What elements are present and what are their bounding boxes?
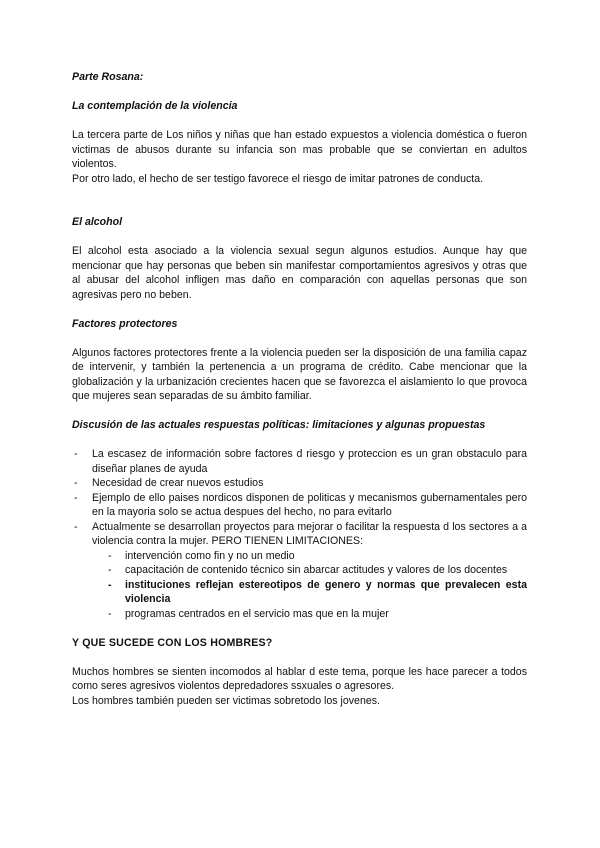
section-heading-discusion: Discusión de las actuales respuestas políticas: limitaciones y algunas propuestas [72,419,486,431]
sublist-item: - programas centrados en el servicio mas que en la mujer [125,607,527,622]
section-heading-contemplacion: La contemplación de la violencia [72,100,238,112]
limitaciones-sublist [72,549,527,622]
paragraph-factores: Algunos factores protectores frente a la violencia pueden ser la disposición de una familia capaz de intervenir, y también la pertenencia a un programa de crédito. Cabe mencionar que la globalización y la urbanización crecientes hacen que se favorezca el aislamiento lo que provoca que mujeres sean separadas de su ámbito familiar. [72,346,527,402]
paragraph-alcohol: El alcohol esta asociado a la violencia sexual segun algunos estudios. Aunque hay que mencionar que hay personas que beben sin manifestar comportamientos agresivos y otras que al abusar del alcohol infligen mas daño en comparación con aquellas personas que son agresivas pero no beben. [72,245,527,301]
section-heading-alcohol: El alcohol [72,216,123,228]
section-heading-hombres: Y QUE SUCEDE CON LOS HOMBRES? [72,636,273,649]
paragraph-hombres-1: Muchos hombres se sienten incomodos al hablar d este tema, porque les hace parecer a todos como seres agresivos violentos depredadores ssxuales o agresores. [72,665,527,692]
paragraph-hombres-2: Los hombres también pueden ser victimas sobretodo los jovenes. [72,694,380,707]
part-title: Parte Rosana: [72,71,144,83]
list-item: - La escasez de información sobre factores d riesgo y proteccion es un gran obstaculo para diseñar planes de ayuda [92,447,527,476]
section-heading-factores: Factores protectores [72,317,178,330]
sublist-item-bold: - instituciones reflejan estereotipos de genero y normas que prevalecen esta violencia [125,578,527,607]
discusion-list [72,447,527,549]
paragraph-contemplacion-1: La tercera parte de Los niños y niñas que han estado expuestos a violencia doméstica o fueron victimas de abusos durante su infancia son mas probable que se conviertan en adultos violentos. [72,129,527,170]
document-body [72,70,527,708]
paragraph-contemplacion-2: Por otro lado, el hecho de ser testigo favorece el riesgo de imitar patrones de conducta. [72,172,484,185]
sublist-item: - intervención como fin y no un medio [125,549,527,564]
list-item: - Ejemplo de ello paises nordicos disponen de politicas y mecanismos gubernamentales pero en la mayoria solo se actua despues del hecho, no para evitarlo [92,491,527,520]
sublist-item: - capacitación de contenido técnico sin abarcar actitudes y valores de los docentes [125,563,527,578]
list-item: - Actualmente se desarrollan proyectos para mejorar o facilitar la respuesta d los sectores a a violencia contra la mujer. PERO TIENEN LIMITACIONES: [92,520,527,549]
list-item: - Necesidad de crear nuevos estudios [92,476,527,491]
